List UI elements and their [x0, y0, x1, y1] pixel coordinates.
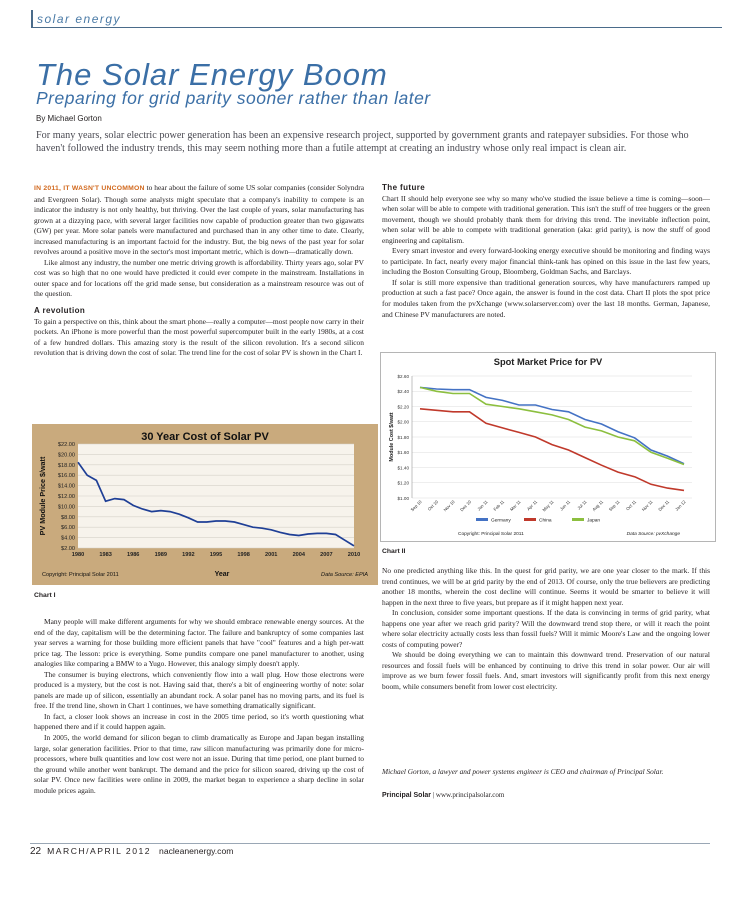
- y-tick-label: $2.00: [397, 419, 409, 425]
- x-tick-label: 1989: [154, 552, 168, 558]
- chart-1-caption: Chart I: [34, 592, 56, 599]
- x-tick-label: 1983: [99, 552, 112, 558]
- intro-paragraph: For many years, solar electric power generation has been an expensive research project, supported by government grants and ratepayer subsidies. For those who haven't followed the industry trends, this may seem nothing more than a futile attempt at creating an industry whose only real impact is clean air.: [36, 130, 689, 154]
- x-tick-label: Sep 11: [607, 499, 621, 513]
- paragraph: Every smart investor and every forward-looking energy executive should be monitoring and finding ways to participate. In fact, nearly every major financial think-tank has opined on this issue in the last few years, including the Boston Consulting Group, Bloomberg, Goldman Sachs, and Barclays.: [382, 246, 710, 277]
- paragraph: We should be doing everything we can to maintain this downward trend. Preservation of our natural resources and fossil fuels will be enhanced by continuing to drive this trend in solar power. Our air will improve as we burn fewer fossil fuels. And, smart investors will significantly profit from this next energy boom, while consumers benefit from lower cost electricity.: [382, 650, 710, 692]
- y-tick-label: $2.20: [397, 404, 409, 410]
- chart-source: Data Source: EPIA: [321, 572, 368, 578]
- section-divider: [32, 27, 722, 28]
- page-number: 22: [30, 846, 42, 857]
- chart-2-title: Spot Market Price for PV: [493, 357, 603, 367]
- page-footer: [30, 846, 233, 857]
- x-tick-label: 1995: [209, 552, 223, 558]
- y-tick-label: $10.00: [57, 504, 75, 511]
- y-tick-label: $2.00: [61, 546, 75, 552]
- company-url[interactable]: | www.principalsolar.com: [431, 791, 505, 799]
- paragraph: In 2005, the world demand for silicon began to climb dramatically as Europe and Japan began installing large, solar generation facilities. Prior to that time, raw silicon manufacturing was primarily done for micro-processors, where bulk quantities and low cost were not an issue. During that time period, one plant burned to the ground while another went bankrupt. The demand and the price for silicon soared, driving up the cost of solar PV. Once new facilities were online in 2009, the market began to experience a sharp decline in solar module prices again.: [34, 733, 364, 795]
- article-title: The Solar Energy Boom: [36, 57, 388, 92]
- paragraph: To gain a perspective on this, think about the smart phone—really a computer—most people now carry in their pockets. An iPhone is more powerful than the most powerful supercomputer built in the early 1980s, at a cost of a few hundred dollars. This amazing story is the result of the silicon revolution. It's a second silicon revolution that is driving down the cost of solar. The trend line for the cost of solar PV is shown in the Chart I.: [34, 316, 364, 358]
- legend-label: Germany: [491, 518, 511, 524]
- y-tick-label: $18.00: [57, 462, 75, 469]
- paragraph: to hear about the failure of some US solar companies (consider Solyndra and Evergreen Solar). Though some analysts might speculate that a company's inability to compete is an indicator the industry is not only healthy, but thriving. Over the last couple of years, solar manufacturing has grown at a dizzying pace, with several larger facilities now capable of production greater than two gigawatts (GW) per year. More solar panels were manufactured and purchased than in any other time to date. Clearly, increased manufacturing is an important factoid for the industry. But, the big news of the past year for solar revolves around a positive move in the sector's most important metric, which is down—dramatically down.: [34, 183, 364, 257]
- paragraph: If solar is still more expensive than traditional generation sources, why have manufacturers ramped up production at such a fast pace? Once again, the answer is found in the cost data. Chart II plots the spot price for modules taken from the pvXchange (www.solarserver.com) over the last 18 months. German, Japanese, and Chinese PV manufacturers are noted.: [382, 277, 710, 319]
- x-tick-label: Aug 11: [591, 499, 605, 513]
- lead-in: IN 2011, IT WASN'T UNCOMMON: [34, 185, 145, 192]
- y-tick-label: $12.00: [57, 494, 75, 500]
- y-tick-label: $1.00: [397, 495, 409, 501]
- x-tick-label: Oct 10: [426, 499, 440, 512]
- x-tick-label: Jun 11: [558, 499, 572, 512]
- left-column-top: [34, 183, 364, 359]
- y-axis-label: PV Module Price $/watt: [38, 456, 47, 536]
- y-tick-label: $6.00: [61, 525, 75, 532]
- chart-footnote: Copyright: Principal Solar 2011: [42, 572, 119, 578]
- x-tick-label: 2007: [320, 552, 333, 558]
- website[interactable]: nacleanenergy.com: [159, 846, 234, 856]
- x-tick-label: 2004: [292, 552, 306, 558]
- paragraph: The consumer is buying electrons, which conveniently flow into a wall plug. How those electrons were produced is a mystery, but the cost is not. Having said that, there's a bit of engineering worthy of note: solar panels are made up of silicon, essentially an abundant rock. A solar panel has no moving parts, and its fuel is free. If the trend line, shown in Chart 1 continues, we have something dramatically significant.: [34, 669, 364, 711]
- y-tick-label: $8.00: [61, 514, 75, 521]
- chart-1: [32, 424, 378, 585]
- chart-footnote: Copyright: Principal Solar 2011: [458, 532, 524, 537]
- paragraph: In fact, a closer look shows an increase in cost in the 2005 time period, so it's worth questioning what happened there and if it could happen again.: [34, 711, 364, 732]
- paragraph: No one predicted anything like this. In the quest for grid parity, we are one year closer to the mark. If this trend continues, we will be at grid parity by the end of 2013. Of course, only the true believers are predicting another 18 months, wherein the cost decline will continue. Seems it would be smarter to believe it will happen in the next three to five years, but prepare as if it might happen next year.: [382, 566, 710, 607]
- series-line-japan: [420, 387, 684, 464]
- x-tick-label: Nov 10: [442, 499, 456, 513]
- x-tick-label: Dec 10: [459, 499, 473, 513]
- byline: By Michael Gorton: [36, 114, 102, 123]
- left-column-bottom: [34, 617, 364, 796]
- x-tick-label: Nov 11: [640, 499, 654, 513]
- series-line-china: [420, 409, 684, 491]
- legend-swatch: [476, 518, 488, 521]
- article-subtitle: Preparing for grid parity sooner rather than later: [36, 88, 431, 108]
- paragraph: Like almost any industry, the number one metric driving growth is affordability. Thirty years ago, solar PV cost was so high that no one would have predicted it could ever compete in the mainstream. Installations in outer space and for locations off the grid made sense, but consideration as a mainstream resource was out of the question.: [34, 257, 364, 299]
- x-tick-label: Sep 10: [409, 499, 423, 513]
- x-axis-label: Year: [214, 571, 230, 578]
- x-tick-label: 1998: [237, 552, 250, 558]
- chart-source: Data Source: pvXchange: [626, 532, 680, 537]
- legend-label: Japan: [587, 518, 601, 524]
- footer-divider: [30, 843, 710, 844]
- y-tick-label: $4.00: [61, 535, 75, 542]
- legend-label: China: [539, 518, 552, 524]
- paragraph: Chart II should help everyone see why so many who've studied the issue believe a time is coming—soon—when solar will be able to compete with traditional generation. This isn't the stuff of tree huggers or the green movement, though we should probably thank them for driving this trend. The inevitable inflection point, when solar will be able to compete with traditional generation (aka: grid parity), is now the stuff of good engineering and capitalism.: [382, 193, 710, 245]
- paragraph: In conclusion, consider some important questions. If the data is convincing in terms of grid parity, what happens one year after we reach grid parity? Will the downward trend stop there, or will it reach the point where solar electricity actually costs less than fossil fuels? Will it mimic Moore's Law and the ongoing lower costs of computing power?: [382, 608, 710, 649]
- y-tick-label: $1.40: [397, 465, 409, 471]
- y-axis-label: Module Cost $/watt: [389, 412, 395, 462]
- y-tick-label: $1.80: [397, 434, 409, 440]
- chart-2-caption: Chart II: [382, 548, 406, 555]
- y-tick-label: $2.60: [397, 373, 409, 379]
- x-tick-label: 1986: [126, 552, 140, 558]
- x-tick-label: May 11: [541, 499, 555, 513]
- x-tick-label: Jan 11: [476, 499, 489, 512]
- y-tick-label: $22.00: [57, 442, 75, 448]
- x-tick-label: 2010: [347, 552, 361, 558]
- y-tick-label: $1.60: [397, 450, 409, 456]
- x-tick-label: Jan 12: [674, 499, 687, 512]
- section-marker: [31, 10, 33, 28]
- company-credit: [382, 791, 504, 799]
- legend-swatch: [572, 518, 584, 521]
- chart-2: [380, 352, 716, 542]
- legend-swatch: [524, 518, 536, 521]
- x-tick-label: 2001: [264, 552, 278, 558]
- issue-date: MARCH/APRIL 2012: [47, 846, 152, 856]
- company-name: Principal Solar: [382, 792, 432, 799]
- x-tick-label: Feb 11: [492, 499, 506, 512]
- x-tick-label: Apr 11: [525, 499, 539, 512]
- chart-1-title: 30 Year Cost of Solar PV: [141, 431, 269, 443]
- right-column-bottom: [382, 566, 710, 693]
- y-tick-label: $14.00: [57, 483, 75, 490]
- y-tick-label: $16.00: [57, 473, 75, 480]
- section-heading: The future: [382, 183, 426, 192]
- x-tick-label: Oct 11: [624, 499, 638, 512]
- x-tick-label: Jul 11: [576, 499, 588, 511]
- section-label: solar energy: [37, 12, 122, 26]
- x-tick-label: 1992: [182, 552, 195, 558]
- author-bio: Michael Gorton, a lawyer and power systems engineer is CEO and chairman of Principal Solar.: [382, 767, 664, 776]
- x-tick-label: Mar 11: [508, 499, 522, 512]
- paragraph: Many people will make different arguments for why we should embrace renewable energy sources. At the end of the day, capitalism will be the determining factor. The failure and bankruptcy of some companies last year serves a warning for those building more efficient panels that have "cool" features and a high per-watt price tag. The lesson: price is everything. Some pundits compare one panel manufacturer to another, using analogies like comparing a BMW to a Yugo. However, this analogy simply doesn't apply.: [34, 617, 364, 669]
- x-tick-label: Dec 11: [657, 499, 671, 513]
- right-column-top: [382, 183, 710, 320]
- y-tick-label: $2.40: [397, 389, 409, 395]
- y-tick-label: $1.20: [397, 480, 409, 486]
- y-tick-label: $20.00: [57, 452, 75, 459]
- x-tick-label: 1980: [71, 552, 85, 558]
- section-heading: A revolution: [34, 306, 86, 316]
